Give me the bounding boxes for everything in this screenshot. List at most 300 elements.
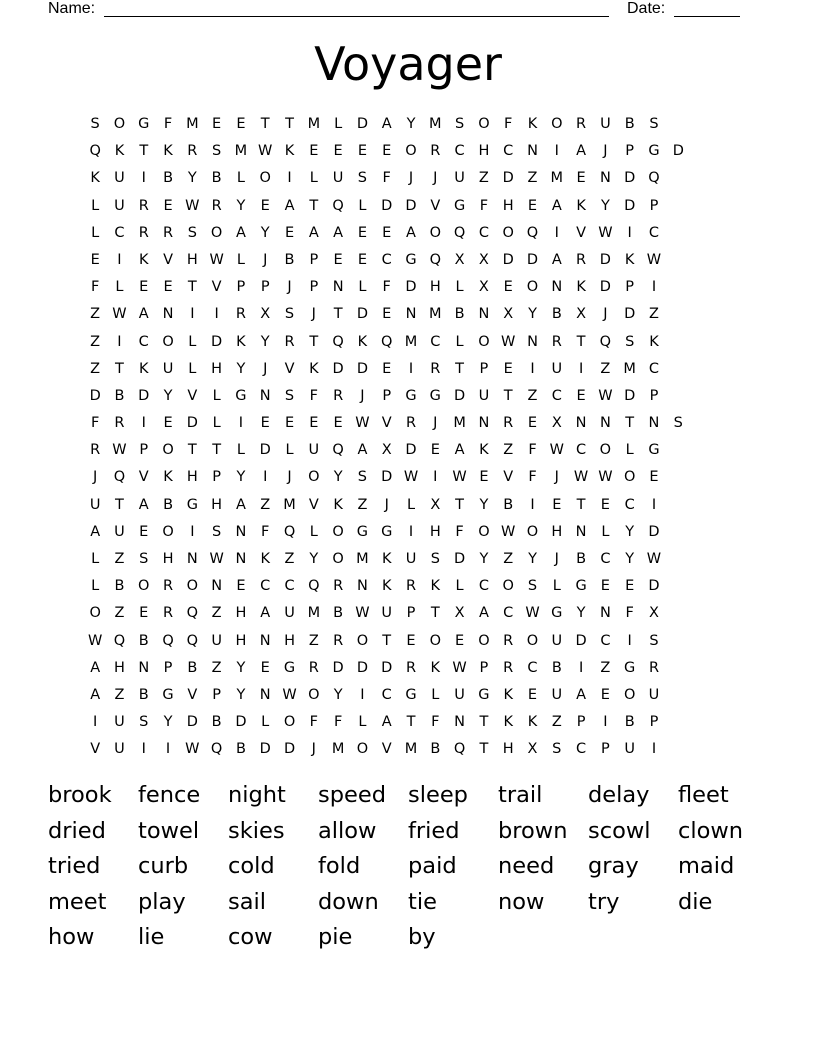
grid-letter[interactable]: L xyxy=(188,333,197,350)
grid-letter[interactable]: F xyxy=(90,415,100,432)
grid-letter[interactable]: I xyxy=(530,360,535,377)
grid-letter[interactable]: O xyxy=(429,224,442,241)
grid-letter[interactable]: B xyxy=(284,251,295,268)
grid-letter[interactable]: Q xyxy=(186,632,199,649)
grid-letter[interactable]: J xyxy=(554,551,559,567)
grid-letter[interactable]: R xyxy=(163,605,174,622)
grid-letter[interactable]: U xyxy=(162,360,174,377)
grid-letter[interactable]: I xyxy=(530,496,535,513)
grid-letter[interactable]: T xyxy=(187,279,197,296)
grid-letter[interactable]: C xyxy=(576,741,587,758)
grid-letter[interactable]: T xyxy=(212,442,222,459)
grid-letter[interactable]: K xyxy=(138,360,149,377)
grid-letter[interactable]: E xyxy=(260,659,270,676)
grid-letter[interactable]: I xyxy=(190,306,195,323)
grid-letter[interactable]: M xyxy=(307,116,321,132)
grid-letter[interactable]: W xyxy=(185,197,200,214)
grid-letter[interactable]: F xyxy=(455,523,464,540)
grid-letter[interactable]: Z xyxy=(649,306,659,323)
grid-letter[interactable]: N xyxy=(186,551,198,567)
grid-letter[interactable]: T xyxy=(430,605,440,622)
grid-letter[interactable]: B xyxy=(138,686,149,703)
grid-letter[interactable]: D xyxy=(599,279,611,296)
grid-letter[interactable]: I xyxy=(627,632,632,649)
grid-letter[interactable]: S xyxy=(430,551,440,567)
grid-letter[interactable]: S xyxy=(139,714,149,731)
grid-letter[interactable]: I xyxy=(603,714,608,731)
grid-letter[interactable]: A xyxy=(357,442,368,459)
grid-letter[interactable]: X xyxy=(454,251,465,268)
grid-letter[interactable]: S xyxy=(527,578,538,595)
grid-letter[interactable]: W xyxy=(646,251,662,268)
grid-letter[interactable]: D xyxy=(356,659,368,676)
grid-letter[interactable]: Z xyxy=(551,714,562,731)
grid-letter[interactable]: B xyxy=(211,714,222,731)
grid-letter[interactable]: Z xyxy=(211,659,222,676)
grid-letter[interactable]: T xyxy=(333,306,343,323)
grid-letter[interactable]: E xyxy=(90,251,100,268)
grid-letter[interactable]: E xyxy=(382,143,392,160)
grid-letter[interactable]: E xyxy=(430,442,440,459)
grid-letter[interactable]: B xyxy=(454,306,465,323)
grid-letter[interactable]: J xyxy=(360,387,365,404)
grid-letter[interactable]: M xyxy=(331,741,345,758)
grid-letter[interactable]: C xyxy=(430,333,441,350)
grid-letter[interactable]: S xyxy=(357,469,368,486)
grid-letter[interactable]: L xyxy=(285,442,294,459)
grid-letter[interactable]: K xyxy=(503,714,513,731)
grid-letter[interactable]: L xyxy=(455,578,464,595)
grid-letter[interactable]: O xyxy=(283,714,296,731)
grid-letter[interactable]: S xyxy=(673,415,683,432)
grid-letter[interactable]: M xyxy=(283,496,296,513)
grid-letter[interactable]: T xyxy=(479,714,489,731)
grid-letter[interactable]: I xyxy=(360,686,365,703)
grid-letter[interactable]: A xyxy=(333,224,344,241)
grid-letter[interactable]: G xyxy=(429,387,441,404)
grid-letter[interactable]: Z xyxy=(90,306,101,323)
grid-letter[interactable]: W xyxy=(282,686,297,703)
grid-letter[interactable]: N xyxy=(478,306,490,323)
grid-letter[interactable]: E xyxy=(600,578,610,595)
grid-letter[interactable]: F xyxy=(261,523,270,540)
grid-letter[interactable]: O xyxy=(356,741,369,758)
grid-letter[interactable]: R xyxy=(576,251,587,268)
grid-letter[interactable]: F xyxy=(504,116,513,132)
grid-letter[interactable]: U xyxy=(332,170,344,187)
grid-letter[interactable]: N xyxy=(478,415,490,432)
grid-letter[interactable]: E xyxy=(139,279,149,296)
grid-letter[interactable]: D xyxy=(186,714,198,731)
grid-letter[interactable]: Q xyxy=(308,578,320,595)
grid-letter[interactable]: T xyxy=(115,496,124,513)
grid-letter[interactable]: J xyxy=(287,469,292,486)
grid-letter[interactable]: K xyxy=(333,496,343,513)
grid-letter[interactable]: O xyxy=(551,116,563,132)
grid-letter[interactable]: O xyxy=(113,116,126,132)
grid-letter[interactable]: O xyxy=(623,686,636,703)
grid-letter[interactable]: K xyxy=(527,116,538,132)
grid-letter[interactable]: C xyxy=(454,143,465,160)
grid-letter[interactable]: G xyxy=(356,523,369,540)
grid-letter[interactable]: L xyxy=(212,415,221,432)
grid-letter[interactable]: I xyxy=(190,523,195,540)
grid-letter[interactable]: I xyxy=(165,741,171,758)
grid-letter[interactable]: A xyxy=(381,116,392,132)
grid-letter[interactable]: A xyxy=(235,224,246,241)
grid-letter[interactable]: R xyxy=(576,116,587,132)
grid-letter[interactable]: M xyxy=(307,605,321,622)
grid-letter[interactable]: U xyxy=(551,686,563,703)
grid-letter[interactable]: L xyxy=(236,251,245,268)
grid-letter[interactable]: A xyxy=(308,224,319,241)
grid-letter[interactable]: F xyxy=(382,279,391,296)
grid-letter[interactable]: C xyxy=(284,578,295,595)
grid-letter[interactable]: U xyxy=(89,496,101,513)
grid-letter[interactable]: E xyxy=(527,415,538,432)
grid-letter[interactable]: O xyxy=(405,143,417,160)
grid-letter[interactable]: F xyxy=(333,714,343,731)
grid-letter[interactable]: M xyxy=(429,116,442,132)
grid-letter[interactable]: H xyxy=(502,741,514,758)
grid-letter[interactable]: T xyxy=(479,741,489,758)
grid-letter[interactable]: D xyxy=(624,170,636,187)
grid-letter[interactable]: P xyxy=(212,469,221,486)
grid-letter[interactable]: K xyxy=(624,251,635,268)
grid-letter[interactable]: E xyxy=(382,360,392,377)
grid-letter[interactable]: G xyxy=(405,251,417,268)
grid-letter[interactable]: V xyxy=(576,224,587,241)
grid-letter[interactable]: U xyxy=(211,632,222,649)
grid-letter[interactable]: P xyxy=(212,686,221,703)
grid-letter[interactable]: H xyxy=(551,523,563,540)
grid-letter[interactable]: K xyxy=(163,143,173,160)
grid-letter[interactable]: C xyxy=(503,143,514,160)
grid-letter[interactable]: E xyxy=(357,251,367,268)
grid-letter[interactable]: T xyxy=(576,333,586,350)
grid-letter[interactable]: K xyxy=(163,469,173,486)
grid-letter[interactable]: D xyxy=(259,741,271,758)
grid-letter[interactable]: F xyxy=(431,714,440,731)
grid-letter[interactable]: E xyxy=(576,387,586,404)
grid-letter[interactable]: Y xyxy=(309,551,319,567)
grid-letter[interactable]: B xyxy=(551,306,562,323)
grid-letter[interactable]: B xyxy=(624,116,635,132)
grid-letter[interactable]: U xyxy=(308,442,320,459)
grid-letter[interactable]: L xyxy=(455,279,464,296)
grid-letter[interactable]: T xyxy=(382,632,392,649)
grid-letter[interactable]: L xyxy=(358,279,367,296)
grid-letter[interactable]: D xyxy=(356,116,368,132)
grid-letter[interactable]: S xyxy=(284,306,295,323)
grid-letter[interactable]: Y xyxy=(236,659,246,676)
grid-letter[interactable]: G xyxy=(381,523,393,540)
grid-letter[interactable]: R xyxy=(308,659,319,676)
grid-letter[interactable]: Q xyxy=(113,469,126,486)
grid-letter[interactable]: O xyxy=(429,632,442,649)
grid-letter[interactable]: E xyxy=(649,469,659,486)
grid-letter[interactable]: B xyxy=(138,632,149,649)
grid-letter[interactable]: H xyxy=(284,632,295,649)
grid-letter[interactable]: E xyxy=(284,224,295,241)
name-line[interactable] xyxy=(104,0,609,17)
grid-letter[interactable]: G xyxy=(648,143,660,160)
grid-letter[interactable]: N xyxy=(259,632,271,649)
grid-letter[interactable]: U xyxy=(114,714,125,731)
grid-letter[interactable]: R xyxy=(333,632,344,649)
grid-letter[interactable]: A xyxy=(381,714,392,731)
grid-letter[interactable]: J xyxy=(433,170,438,187)
grid-letter[interactable]: H xyxy=(478,143,490,160)
grid-letter[interactable]: L xyxy=(236,170,245,187)
grid-letter[interactable]: Z xyxy=(308,632,319,649)
grid-letter[interactable]: U xyxy=(551,360,563,377)
grid-letter[interactable]: B xyxy=(114,578,125,595)
grid-letter[interactable]: G xyxy=(453,197,466,214)
grid-letter[interactable]: W xyxy=(87,632,103,649)
grid-letter[interactable]: M xyxy=(404,333,418,350)
grid-letter[interactable]: A xyxy=(551,197,562,214)
grid-letter[interactable]: P xyxy=(625,143,635,160)
grid-letter[interactable]: R xyxy=(430,360,441,377)
grid-letter[interactable]: U xyxy=(600,116,611,132)
grid-letter[interactable]: W xyxy=(598,469,613,486)
grid-letter[interactable]: U xyxy=(454,170,465,187)
grid-letter[interactable]: D xyxy=(235,714,247,731)
grid-letter[interactable]: I xyxy=(263,469,268,486)
grid-letter[interactable]: J xyxy=(408,170,414,187)
grid-letter[interactable]: P xyxy=(601,741,610,758)
grid-letter[interactable]: K xyxy=(138,251,149,268)
grid-letter[interactable]: B xyxy=(163,496,174,513)
grid-letter[interactable]: K xyxy=(576,279,586,296)
grid-letter[interactable]: S xyxy=(284,387,295,404)
grid-letter[interactable]: W xyxy=(112,306,127,323)
grid-letter[interactable]: B xyxy=(163,170,174,187)
grid-letter[interactable]: X xyxy=(551,415,562,432)
grid-letter[interactable]: E xyxy=(527,197,538,214)
grid-letter[interactable]: D xyxy=(526,251,539,268)
grid-letter[interactable]: C xyxy=(138,333,149,350)
grid-letter[interactable]: D xyxy=(381,469,393,486)
grid-letter[interactable]: Y xyxy=(236,360,246,377)
grid-letter[interactable]: P xyxy=(139,442,149,459)
grid-letter[interactable]: X xyxy=(649,605,659,622)
grid-letter[interactable]: Q xyxy=(186,605,199,622)
grid-letter[interactable]: W xyxy=(112,442,127,459)
grid-letter[interactable]: E xyxy=(163,279,173,296)
grid-letter[interactable]: E xyxy=(406,632,416,649)
grid-letter[interactable]: Q xyxy=(332,442,344,459)
grid-letter[interactable]: W xyxy=(355,605,370,622)
grid-letter[interactable]: R xyxy=(138,224,149,241)
grid-letter[interactable]: O xyxy=(599,442,612,459)
grid-letter[interactable]: I xyxy=(141,170,146,187)
grid-letter[interactable]: P xyxy=(406,605,416,622)
grid-letter[interactable]: C xyxy=(648,224,660,241)
grid-letter[interactable]: W xyxy=(258,143,273,160)
grid-letter[interactable]: N xyxy=(527,143,538,160)
grid-letter[interactable]: H xyxy=(211,360,223,377)
grid-letter[interactable]: N xyxy=(211,578,223,595)
grid-letter[interactable]: Q xyxy=(453,741,466,758)
grid-letter[interactable]: Y xyxy=(576,605,586,622)
grid-letter[interactable]: G xyxy=(624,659,636,676)
grid-letter[interactable]: G xyxy=(405,387,417,404)
grid-letter[interactable]: S xyxy=(90,116,100,132)
grid-letter[interactable]: Y xyxy=(236,686,246,703)
grid-letter[interactable]: O xyxy=(162,333,174,350)
grid-letter[interactable]: I xyxy=(433,469,438,486)
grid-letter[interactable]: Z xyxy=(114,686,125,703)
grid-letter[interactable]: J xyxy=(603,306,608,323)
grid-letter[interactable]: D xyxy=(624,306,636,323)
grid-letter[interactable]: D xyxy=(186,415,198,432)
grid-letter[interactable]: C xyxy=(527,659,538,676)
grid-letter[interactable]: C xyxy=(600,632,611,649)
grid-letter[interactable]: K xyxy=(503,686,513,703)
grid-letter[interactable]: C xyxy=(114,224,125,241)
grid-letter[interactable]: R xyxy=(284,333,295,350)
grid-letter[interactable]: N xyxy=(259,387,271,404)
grid-letter[interactable]: Q xyxy=(113,632,126,649)
grid-letter[interactable]: M xyxy=(356,551,369,567)
grid-letter[interactable]: H xyxy=(429,279,441,296)
grid-letter[interactable]: F xyxy=(90,279,100,296)
grid-letter[interactable]: D xyxy=(405,279,417,296)
grid-letter[interactable]: T xyxy=(455,360,465,377)
grid-letter[interactable]: E xyxy=(357,143,367,160)
grid-letter[interactable]: U xyxy=(478,387,490,404)
grid-letter[interactable]: A xyxy=(576,686,587,703)
grid-letter[interactable]: P xyxy=(309,251,319,268)
grid-letter[interactable]: H xyxy=(429,523,441,540)
grid-letter[interactable]: S xyxy=(625,333,635,350)
grid-letter[interactable]: A xyxy=(260,605,271,622)
grid-letter[interactable]: E xyxy=(357,224,367,241)
grid-letter[interactable]: K xyxy=(430,659,441,676)
grid-letter[interactable]: O xyxy=(356,632,369,649)
grid-letter[interactable]: F xyxy=(309,714,318,731)
grid-letter[interactable]: E xyxy=(503,279,513,296)
grid-letter[interactable]: Q xyxy=(162,632,174,649)
grid-letter[interactable]: L xyxy=(455,333,464,350)
grid-letter[interactable]: P xyxy=(479,360,489,377)
grid-letter[interactable]: C xyxy=(478,224,489,241)
grid-letter[interactable]: L xyxy=(236,442,245,459)
grid-letter[interactable]: Y xyxy=(333,686,343,703)
grid-letter[interactable]: P xyxy=(625,279,635,296)
grid-letter[interactable]: D xyxy=(405,442,417,459)
grid-letter[interactable]: A xyxy=(90,659,101,676)
grid-letter[interactable]: Q xyxy=(453,224,466,241)
grid-letter[interactable]: E xyxy=(479,469,489,486)
grid-letter[interactable]: Q xyxy=(283,523,296,540)
grid-letter[interactable]: M xyxy=(234,143,248,160)
grid-letter[interactable]: Y xyxy=(479,551,489,567)
grid-letter[interactable]: P xyxy=(382,387,392,404)
grid-letter[interactable]: B xyxy=(211,170,222,187)
grid-letter[interactable]: Z xyxy=(600,360,611,377)
grid-letter[interactable]: W xyxy=(501,523,516,540)
grid-letter[interactable]: P xyxy=(163,659,173,676)
grid-letter[interactable]: D xyxy=(624,197,636,214)
grid-letter[interactable]: Y xyxy=(236,469,246,486)
grid-letter[interactable]: V xyxy=(187,686,198,703)
grid-letter[interactable]: W xyxy=(185,741,200,758)
grid-letter[interactable]: E xyxy=(333,251,343,268)
grid-letter[interactable]: I xyxy=(578,659,584,676)
grid-letter[interactable]: S xyxy=(357,170,368,187)
grid-letter[interactable]: D xyxy=(648,523,660,540)
grid-letter[interactable]: O xyxy=(89,605,101,622)
grid-letter[interactable]: Y xyxy=(260,333,270,350)
grid-letter[interactable]: U xyxy=(114,197,125,214)
grid-letter[interactable]: G xyxy=(283,659,296,676)
grid-letter[interactable]: V xyxy=(163,251,173,268)
grid-letter[interactable]: C xyxy=(600,551,611,567)
grid-letter[interactable]: X xyxy=(503,306,514,323)
grid-letter[interactable]: U xyxy=(405,551,417,567)
grid-letter[interactable]: W xyxy=(355,415,370,432)
grid-letter[interactable]: K xyxy=(309,360,319,377)
grid-letter[interactable]: Z xyxy=(527,387,538,404)
grid-letter[interactable]: I xyxy=(554,224,559,241)
grid-letter[interactable]: U xyxy=(114,170,125,187)
grid-letter[interactable]: Y xyxy=(406,116,416,132)
grid-letter[interactable]: E xyxy=(600,686,610,703)
grid-letter[interactable]: W xyxy=(549,442,564,459)
grid-letter[interactable]: F xyxy=(382,170,391,187)
grid-letter[interactable]: A xyxy=(478,605,489,622)
grid-letter[interactable]: Z xyxy=(284,551,295,567)
grid-letter[interactable]: F xyxy=(625,605,634,622)
grid-letter[interactable]: B xyxy=(624,714,635,731)
grid-letter[interactable]: X xyxy=(381,442,392,459)
grid-letter[interactable]: F xyxy=(528,469,537,486)
grid-letter[interactable]: M xyxy=(186,116,199,132)
grid-letter[interactable]: Z xyxy=(114,605,125,622)
grid-letter[interactable]: J xyxy=(433,415,438,432)
grid-letter[interactable]: N xyxy=(575,415,587,432)
grid-letter[interactable]: Z xyxy=(503,551,514,567)
grid-letter[interactable]: A xyxy=(90,686,101,703)
grid-letter[interactable]: G xyxy=(186,496,198,513)
grid-letter[interactable]: O xyxy=(526,279,539,296)
grid-letter[interactable]: V xyxy=(284,360,295,377)
grid-letter[interactable]: W xyxy=(452,659,467,676)
grid-letter[interactable]: O xyxy=(138,578,150,595)
grid-letter[interactable]: O xyxy=(478,116,490,132)
grid-letter[interactable]: K xyxy=(430,578,441,595)
grid-letter[interactable]: D xyxy=(138,387,150,404)
grid-letter[interactable]: R xyxy=(405,415,417,432)
grid-letter[interactable]: Y xyxy=(163,387,173,404)
grid-letter[interactable]: S xyxy=(649,116,659,132)
grid-letter[interactable]: G xyxy=(138,116,150,132)
grid-letter[interactable]: E xyxy=(382,306,392,323)
grid-letter[interactable]: N xyxy=(138,659,150,676)
grid-letter[interactable]: Z xyxy=(527,170,538,187)
grid-letter[interactable]: U xyxy=(454,686,465,703)
grid-letter[interactable]: C xyxy=(260,578,271,595)
grid-letter[interactable]: I xyxy=(627,224,632,241)
grid-letter[interactable]: R xyxy=(163,578,174,595)
grid-letter[interactable]: L xyxy=(334,116,343,132)
grid-letter[interactable]: E xyxy=(600,496,610,513)
grid-letter[interactable]: T xyxy=(625,415,635,432)
grid-letter[interactable]: P xyxy=(309,279,319,296)
